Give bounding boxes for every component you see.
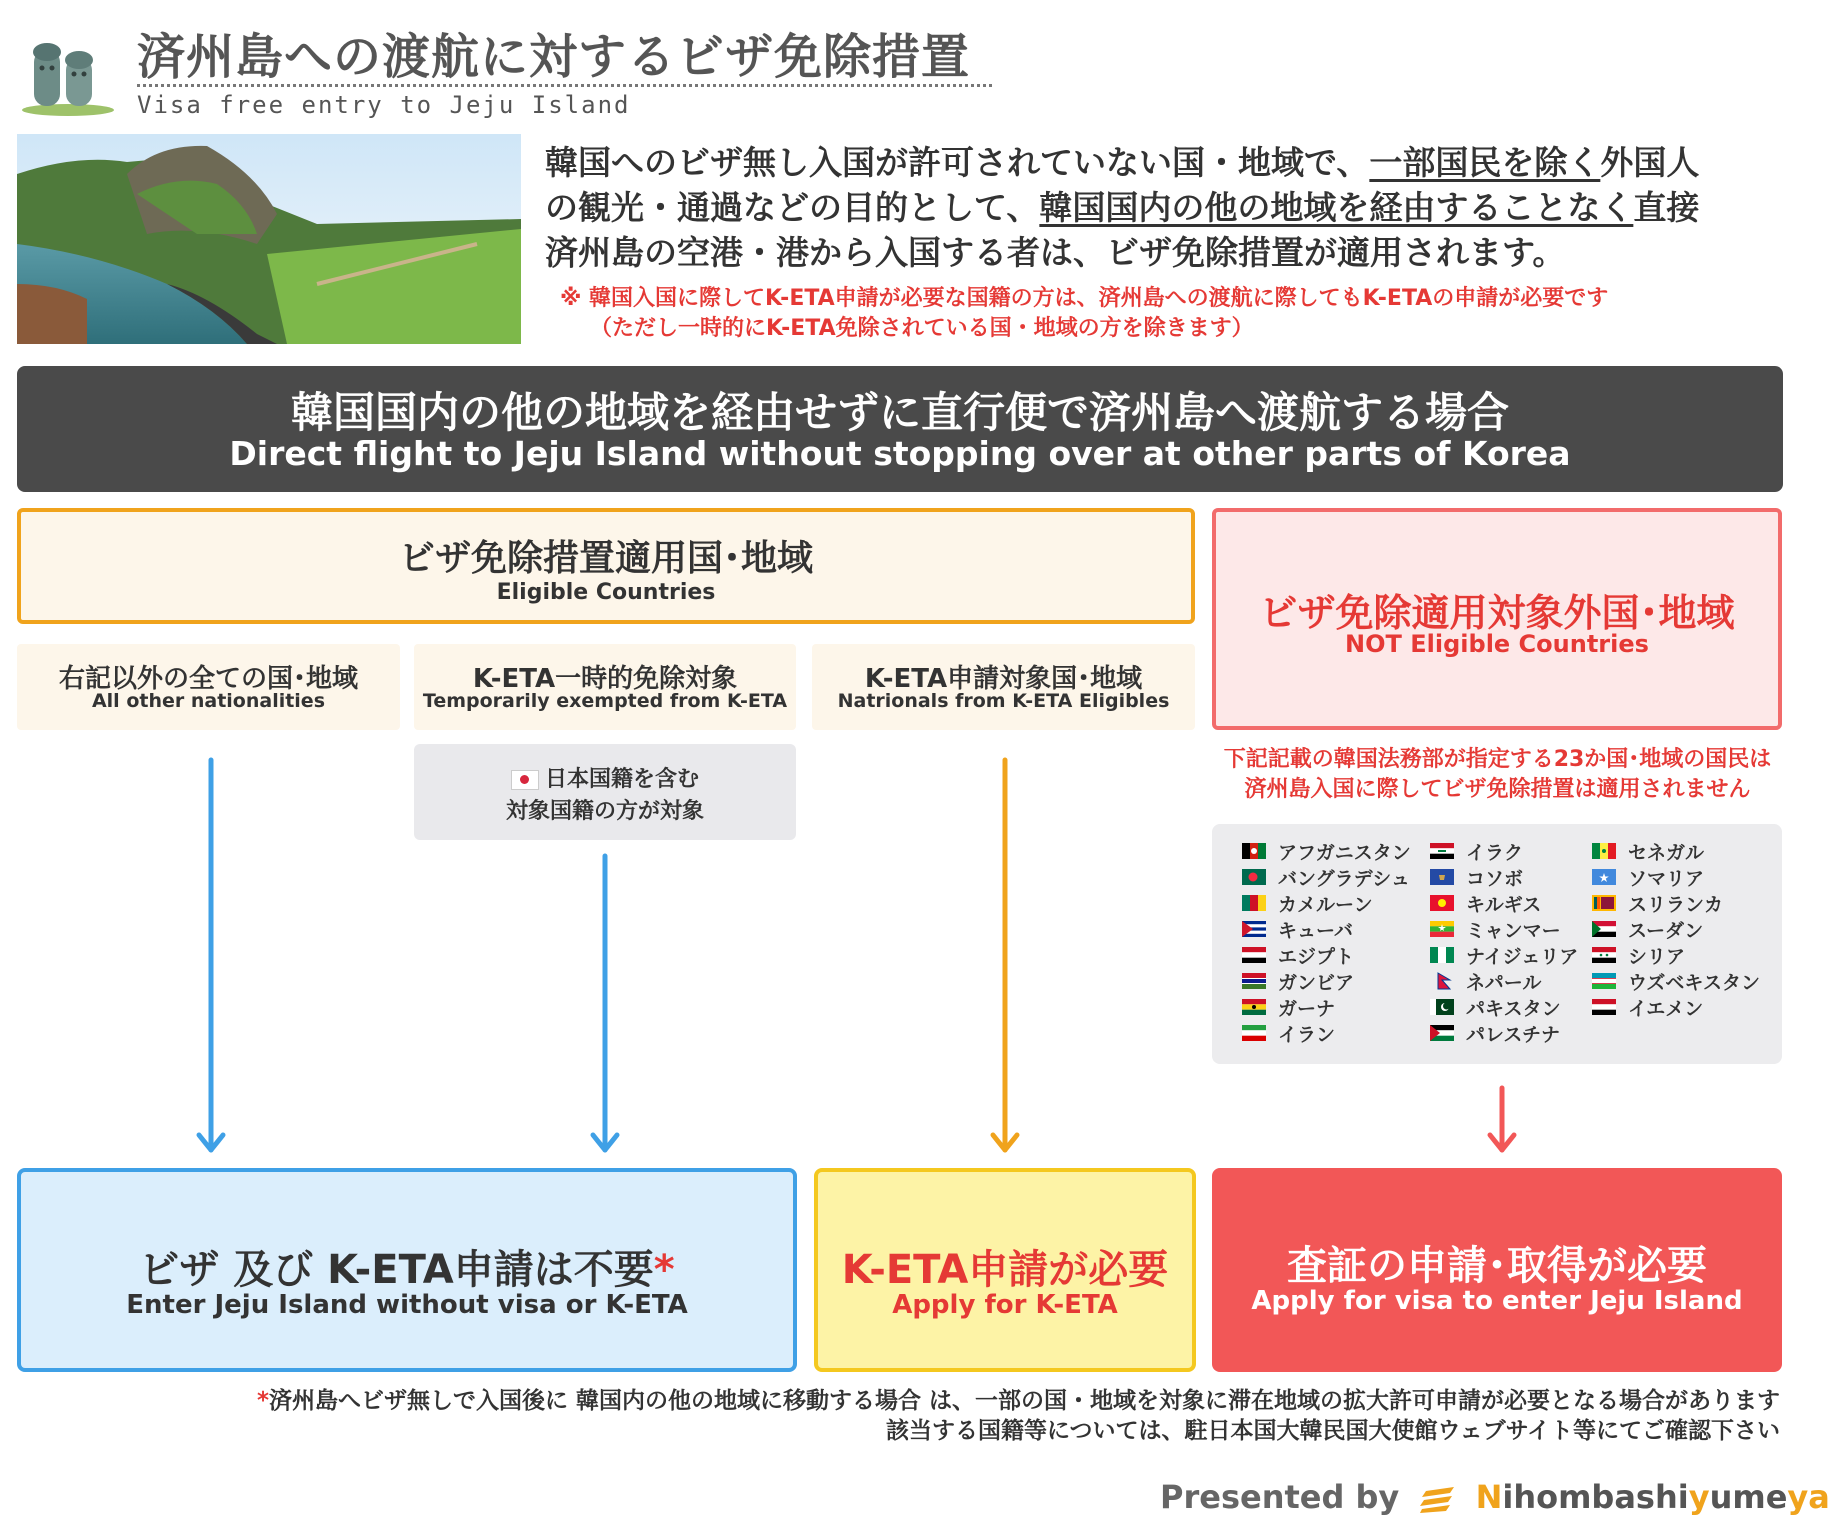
intro-line-3: 済州島の空港・港から入国する者は、ビザ免除措置が適用されます。 xyxy=(545,233,1566,272)
intro-text: 直接 xyxy=(1633,188,1700,227)
banner-title-en: Direct flight to Jeju Island without stopping over at other parts of Korea xyxy=(229,434,1571,473)
country-name: バングラデシュ xyxy=(1278,867,1410,890)
intro-underlined-text: 韓国国内の他の地域を経由することなく xyxy=(1039,188,1634,227)
brand-text: ume xyxy=(1709,1478,1788,1516)
eligible-title-en: Eligible Countries xyxy=(496,580,716,605)
category-title-jp: 右記以外の全ての国･地域 xyxy=(58,664,358,694)
result-title-jp: 査証の申請･取得が必要 xyxy=(1287,1243,1707,1289)
footnote-text: 済州島へビザ無しで入国後に 韓国内の他の地域に移動する場合 は、一部の国・地域を対象に滞在地域の拡大許可申請が必要となる場合があります xyxy=(268,1388,1780,1414)
category-title-jp: K-ETA申請対象国･地域 xyxy=(864,664,1143,694)
arrow-keta-exempt xyxy=(593,856,617,1150)
arrow-all-other xyxy=(199,760,223,1150)
country-name: シリア xyxy=(1628,945,1686,968)
japan-note-text: 日本国籍を含む xyxy=(544,767,699,792)
result-keta-required xyxy=(814,1168,1196,1372)
country-name: ウズベキスタン xyxy=(1628,971,1761,994)
country-name: セネガル xyxy=(1628,841,1705,864)
brand-letter: ya xyxy=(1787,1478,1830,1516)
result-title-en: Apply for K-ETA xyxy=(892,1290,1118,1320)
country-name: スーダン xyxy=(1628,919,1704,942)
footnote-line-2: 該当する国籍等については、駐日本国大韓民国大使館ウェブサイト等にてご確認下さい xyxy=(885,1418,1780,1444)
intro-underlined-text: 一部国民を除く xyxy=(1369,143,1601,182)
country-name: ミャンマー xyxy=(1466,919,1561,942)
page-subtitle: Visa free entry to Jeju Island xyxy=(137,91,631,119)
arrow-not-eligible xyxy=(1490,1088,1514,1150)
intro-text: 韓国へのビザ無し入国が許可されていない国・地域で、 xyxy=(545,143,1370,182)
country-name: ガンビア xyxy=(1278,971,1355,994)
footnote-marker: * xyxy=(256,1388,269,1414)
result-title-jp: K-ETA申請が必要 xyxy=(841,1247,1169,1293)
country-name: イラン xyxy=(1278,1023,1336,1046)
country-name: ナイジェリア xyxy=(1466,945,1579,968)
brand-letter: N xyxy=(1475,1478,1503,1516)
intro-text: 外国人 xyxy=(1600,143,1700,182)
presented-by-credit xyxy=(1160,1478,1830,1516)
not-eligible-note-line-1: 下記記載の韓国法務部が指定する23か国･地域の国民は xyxy=(1223,747,1772,772)
country-name: ガーナ xyxy=(1278,997,1336,1020)
country-name: コソボ xyxy=(1466,867,1524,890)
nihombashiyumeya-logo-icon xyxy=(1420,1485,1456,1513)
arrow-keta-required xyxy=(993,760,1017,1150)
country-name: パキスタン xyxy=(1466,997,1561,1020)
country-name: イラク xyxy=(1466,841,1524,864)
result-title-en: Enter Jeju Island without visa or K-ETA xyxy=(126,1290,688,1320)
keta-note-line-1: ※ 韓国入国に際してK-ETA申請が必要な国籍の方は、済州島への渡航に際してもK-ETAの申請が必要です xyxy=(560,286,1609,311)
category-title-en: All other nationalities xyxy=(91,690,326,712)
country-name: イエメン xyxy=(1628,997,1704,1020)
category-title-en: Temporarily exempted from K-ETA xyxy=(422,690,788,712)
category-title-en: Natrionals from K-ETA Eligibles xyxy=(837,690,1170,712)
not-eligible-note-line-2: 済州島入国に際してビザ免除措置は適用されません xyxy=(1244,777,1751,802)
country-name: ソマリア xyxy=(1628,867,1705,890)
footnote-line-1 xyxy=(100,1386,1780,1416)
keta-note-line-2: （ただし一時的にK-ETA免除されている国・地域の方を除きます） xyxy=(590,316,1254,341)
not-eligible-title-en: NOT Eligible Countries xyxy=(1345,630,1649,658)
eligible-title-jp: ビザ免除措置適用国･地域 xyxy=(398,538,813,579)
result-title-jp xyxy=(21,1238,793,1295)
country-name: キューバ xyxy=(1278,919,1354,942)
japan-note-line-2: 対象国籍の方が対象 xyxy=(505,799,704,824)
country-name: ネパール xyxy=(1466,971,1542,994)
country-name: キルギス xyxy=(1466,893,1542,916)
result-no-visa-text: ビザ 及び K-ETA申請は不要 xyxy=(139,1247,654,1293)
country-name: パレスチナ xyxy=(1466,1023,1561,1046)
country-name: カメルーン xyxy=(1278,893,1373,916)
credit-prefix: Presented by xyxy=(1160,1478,1400,1516)
footnote xyxy=(100,1386,1780,1446)
country-name: アフガニスタン xyxy=(1278,841,1411,864)
brand-name xyxy=(1476,1478,1830,1516)
banner-title-jp: 韓国国内の他の地域を経由せずに直行便で済州島へ渡航する場合 xyxy=(290,388,1509,437)
category-title-jp: K-ETA一時的免除対象 xyxy=(472,664,738,694)
result-title-en: Apply for visa to enter Jeju Island xyxy=(1251,1286,1743,1316)
not-eligible-title-jp: ビザ免除適用対象外国･地域 xyxy=(1259,591,1735,635)
brand-text: ihombashi xyxy=(1502,1478,1689,1516)
brand-letter: y xyxy=(1688,1478,1710,1516)
page-title: 済州島への渡航に対するビザ免除措置 xyxy=(137,29,971,85)
intro-text: の観光・通過などの目的として、 xyxy=(545,188,1040,227)
footnote-marker: * xyxy=(653,1247,675,1293)
country-name: エジプト xyxy=(1278,945,1355,968)
result-no-visa-needed xyxy=(17,1168,797,1372)
result-visa-required xyxy=(1212,1168,1782,1372)
country-name: スリランカ xyxy=(1628,893,1724,916)
